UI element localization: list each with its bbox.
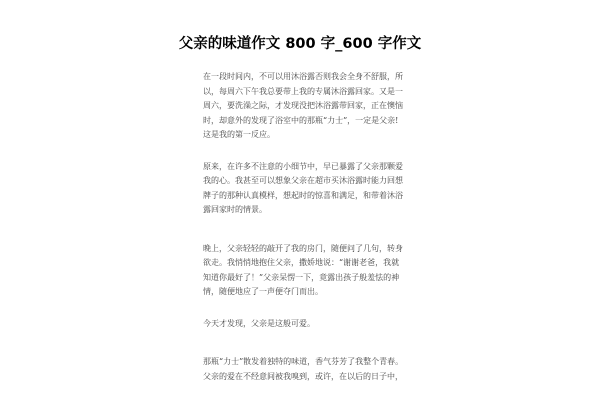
paragraph-4 bbox=[203, 317, 403, 332]
document-title: 父亲的味道作文 800 字_600 字作文 bbox=[178, 36, 422, 52]
paragraph-line: 那瓶“力士”散发着独特的味道，香气芬芳了我整个青春。 bbox=[203, 357, 404, 366]
paragraph-5 bbox=[203, 355, 403, 384]
paragraph-line: 这是我的第一反应。 bbox=[203, 130, 275, 139]
paragraph-2 bbox=[203, 160, 403, 218]
paragraph-spacer bbox=[203, 331, 403, 355]
paragraph-line: 今天才发现，父亲是这般可爱。 bbox=[203, 318, 315, 328]
paragraph-line: 周六，要洗澡之际，才发现没把沐浴露带回家，正在懊恼 bbox=[203, 101, 403, 110]
paragraph-3 bbox=[203, 242, 403, 300]
paragraph-line: 牌子的那种认真模样，想起时的惊喜和满足，和带着沐浴 bbox=[203, 190, 403, 200]
paragraph-line: 情，随便地应了一声便夺门而出。 bbox=[203, 287, 323, 296]
paragraph-line: 父亲的爱在不经意间被我嗅到，或许，在以后的日子中， bbox=[203, 371, 403, 381]
paragraph-line: 露回家时的情景。 bbox=[203, 205, 267, 214]
paragraph-spacer bbox=[203, 300, 403, 317]
paragraph-1 bbox=[203, 70, 403, 143]
paragraph-line: 原来，在许多不注意的小细节中，早已暴露了父亲那颗爱 bbox=[203, 161, 403, 171]
paragraph-line: 欲走。我悄悄地抱住父亲，撒娇地说：“谢谢老爸，我就 bbox=[203, 258, 400, 267]
paragraph-line: 时，却意外的发现了浴室中的那瓶“力士”，一定是父亲! bbox=[203, 115, 399, 125]
paragraph-line: 晚上，父亲轻轻的敲开了我的房门，随便问了几句，转身 bbox=[203, 243, 403, 253]
paragraph-spacer bbox=[203, 218, 403, 242]
paragraph-line: 我的心。我甚至可以想象父亲在超市买沐浴露时能力回想 bbox=[203, 176, 403, 185]
document-body bbox=[203, 70, 403, 384]
paragraph-line: 以，每周六下午我总要带上我的专属沐浴露回家。又是一 bbox=[203, 86, 403, 96]
paragraph-spacer bbox=[203, 143, 403, 160]
paragraph-line: 知道你最好了！”父亲呆愣一下，竟露出孩子般羞怯的神 bbox=[203, 272, 400, 282]
paragraph-line: 在一段时间内，不可以用沐浴露否则我会全身不舒服，所 bbox=[203, 72, 403, 81]
